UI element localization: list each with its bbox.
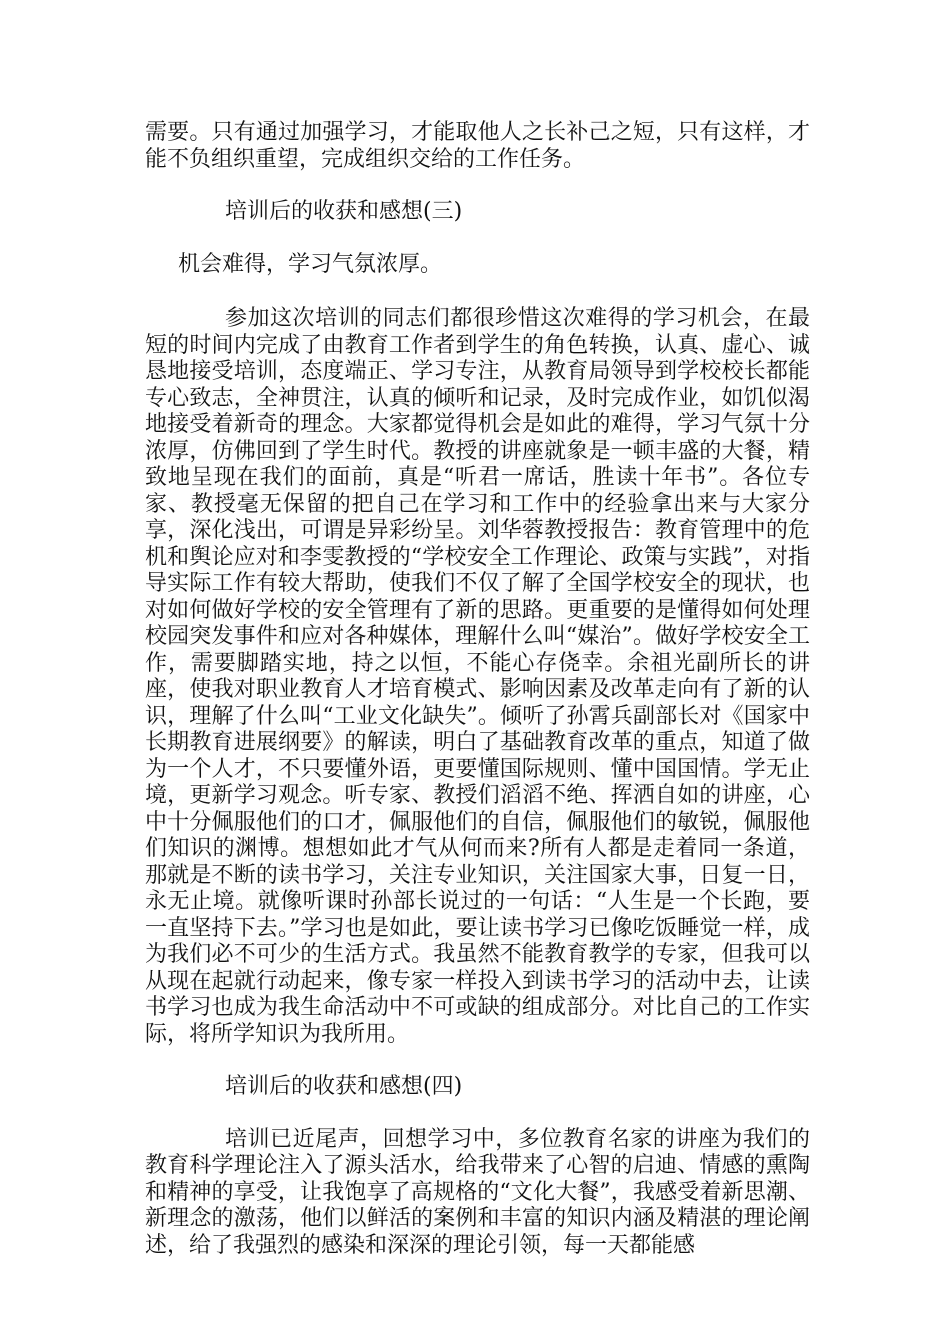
section-3-subtitle: 机会难得，学习气氛浓厚。 xyxy=(178,251,443,277)
section-3-heading: 培训后的收获和感想(三) xyxy=(225,199,463,224)
document-body xyxy=(145,120,810,1259)
section-4-body-paragraph: 培训已近尾声，回想学习中，多位教育名家的讲座为我们的教育科学理论注入了源头活水，给我带来了心智的启迪、情感的熏陶和精神的享受，让我饱享了高规格的“文化大餐”，我感受着新思潮、新理念的激荡，他们以鲜活的案例和丰富的知识内涵及精湛的理论阐述，给了我强烈的感染和深深的理论引领，每一天都能感 xyxy=(145,1126,810,1258)
section-4-heading: 培训后的收获和感想(四) xyxy=(225,1074,463,1099)
continuation-paragraph: 需要。只有通过加强学习，才能取他人之长补己之短，只有这样，才能不负组织重望，完成组织交给的工作任务。 xyxy=(145,120,810,172)
section-3-body-paragraph: 参加这次培训的同志们都很珍惜这次难得的学习机会，在最短的时间内完成了由教育工作者到学生的角色转换，认真、虚心、诚恳地接受培训，态度端正、学习专注，从教育局领导到学校校长都能专心致志，全神贯注，认真的倾听和记录，及时完成作业，如饥似渴地接受着新奇的理念。大家都觉得机会是如此的难得，学习气氛十分浓厚，仿佛回到了学生时代。教授的讲座就象是一顿丰盛的大餐，精致地呈现在我们的面前，真是“听君一席话，胜读十年书”。各位专家、教授毫无保留的把自己在学习和工作中的经验拿出来与大家分享，深化浅出，可谓是异彩纷呈。刘华蓉教授报告：教育管理中的危机和舆论应对和李雯教授的“学校安全工作理论、政策与实践”，对指导实际工作有较大帮助，使我们不仅了解了全国学校安全的现状，也对如何做好学校的安全管理有了新的思路。更重要的是懂得如何处理校园突发事件和应对各种媒体，理解什么叫“媒治”。做好学校安全工作，需要脚踏实地，持之以恒，不能心存侥幸。余祖光副所长的讲座，使我对职业教育人才培育模式、影响因素及改革走向有了新的认识，理解了什么叫“工业文化缺失”。倾听了孙霄兵副部长对《国家中长期教育进展纲要》的解读，明白了基础教育改革的重点，知道了做为一个人才，不只要懂外语，更要懂国际规则、懂中国国情。学无止境，更新学习观念。听专家、教授们滔滔不绝、挥洒自如的讲座，心中十分佩服他们的口才，佩服他们的自信，佩服他们的敏锐，佩服他们知识的渊博。想想如此才气从何而来?所有人都是走着同一条道，那就是不断的读书学习，关注专业知识，关注国家大事，日复一日，永无止境。就像听课时孙部长说过的一句话：“人生是一个长跑，要一直坚持下去。”学习也是如此，要让读书学习已像吃饭睡觉一样，成为我们必不可少的生活方式。我虽然不能教育教学的专家，但我可以从现在起就行动起来，像专家一样投入到读书学习的活动中去，让读书学习也成为我生命活动中不可或缺的组成部分。对比自己的工作实际，将所学知识为我所用。 xyxy=(145,306,810,1047)
